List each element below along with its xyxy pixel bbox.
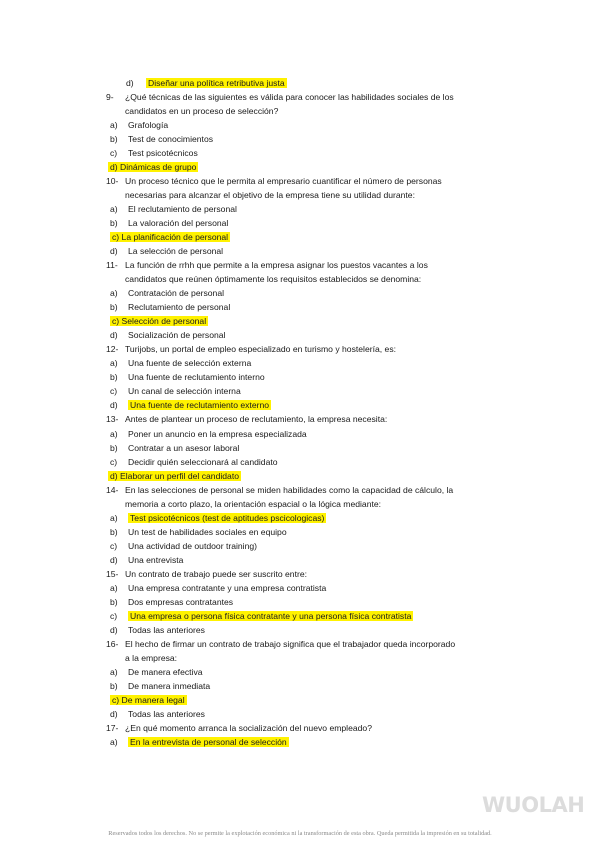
answer-line (108, 471, 241, 482)
answer-line (110, 513, 326, 524)
item-prefix: a) (110, 428, 118, 439)
answer-line (110, 541, 257, 552)
question-line (106, 569, 307, 580)
answer-line (110, 148, 198, 159)
item-prefix: 11- (106, 260, 118, 271)
highlighted-answer: Diseñar una política retributiva justa (148, 78, 285, 88)
item-prefix: d) (110, 708, 118, 719)
item-text: Socialización de personal (128, 330, 226, 341)
item-text: El reclutamiento de personal (128, 204, 237, 215)
item-prefix: d) (110, 400, 118, 411)
item-prefix: 10- (106, 176, 119, 187)
item-prefix: d) (110, 624, 118, 635)
question-line (106, 344, 396, 355)
answer-line (108, 162, 198, 173)
item-text: La función de rrhh que permite a la empresa asignar los puestos vacantes a los (125, 260, 428, 271)
highlighted-answer: Una empresa o persona física contratante y una persona física contratista (130, 610, 412, 621)
answer-line (110, 232, 230, 243)
item-text: Una entrevista (128, 554, 184, 565)
highlighted-answer: Test psicotécnicos (test de aptitudes pscicologicas) (130, 512, 325, 523)
answer-line (125, 106, 278, 117)
answer-line (110, 709, 205, 720)
answer-line (126, 78, 287, 89)
item-prefix: b) (110, 134, 118, 145)
item-text: De manera efectiva (128, 666, 203, 677)
answer-line (110, 527, 287, 538)
answer-line (110, 429, 307, 440)
item-prefix: a) (110, 358, 118, 369)
answer-line (110, 134, 213, 145)
answer-line (110, 372, 265, 383)
item-prefix: 13- (106, 414, 119, 425)
item-prefix: d) (110, 330, 118, 341)
question-line (106, 176, 442, 187)
answer-line (110, 695, 187, 706)
item-prefix: d) (110, 246, 118, 257)
item-text: Poner un anuncio en la empresa especializada (128, 428, 307, 439)
item-text: Antes de plantear un proceso de reclutamiento, la empresa necesita: (125, 414, 388, 425)
item-text: candidatos en un proceso de selección? (125, 106, 279, 117)
item-prefix: b) (110, 442, 118, 453)
item-text: Un proceso técnico que le permita al empresario cuantificar el número de personas (125, 176, 442, 187)
highlighted-answer: d) Dinámicas de grupo (110, 162, 197, 173)
answer-line (110, 681, 210, 692)
item-prefix: 12- (106, 344, 119, 355)
item-text: Una empresa contratante y una empresa contratista (128, 582, 327, 593)
item-prefix: c) (110, 610, 118, 621)
answer-line (110, 288, 224, 299)
highlighted-answer: d) Elaborar un perfil del candidato (110, 470, 239, 481)
answer-line (110, 597, 233, 608)
item-prefix: a) (110, 736, 118, 747)
question-line (106, 260, 428, 271)
item-text: De manera inmediata (128, 680, 211, 691)
answer-line (110, 358, 251, 369)
item-text: Contratación de personal (128, 288, 225, 299)
item-text: Contratar a un asesor laboral (128, 442, 240, 453)
answer-line (125, 653, 177, 664)
answer-line (110, 737, 289, 748)
answer-line (110, 316, 208, 327)
item-text: necesarias para alcanzar el objetivo de la empresa tiene su utilidad durante: (125, 190, 415, 201)
item-text: Test de conocimientos (128, 134, 214, 145)
item-prefix: c) (110, 540, 118, 551)
item-prefix: a) (110, 120, 118, 131)
item-text: Una actividad de outdoor training) (128, 540, 257, 551)
item-prefix: 14- (106, 484, 119, 495)
item-prefix: a) (110, 666, 118, 677)
item-prefix: b) (110, 526, 118, 537)
highlighted-answer: Una fuente de reclutamiento externo (130, 400, 270, 411)
answer-line (110, 555, 183, 566)
item-prefix: b) (110, 302, 118, 313)
answer-line (125, 499, 381, 510)
item-prefix: 17- (106, 722, 119, 733)
item-prefix: a) (110, 288, 118, 299)
highlighted-answer: En la entrevista de personal de selección (130, 736, 287, 747)
item-text: candidatos que reúnen óptimamente los requisitos establecidos se denomina: (125, 274, 422, 285)
answer-line (110, 302, 230, 313)
question-line (106, 723, 372, 734)
answer-line (110, 330, 225, 341)
answer-line (110, 583, 326, 594)
item-prefix: c) (110, 148, 118, 159)
answer-line (125, 190, 415, 201)
item-text: En las selecciones de personal se miden habilidades como la capacidad de cálculo, la (125, 484, 454, 495)
item-text: Decidir quién seleccionará al candidato (128, 456, 278, 467)
answer-line (110, 667, 203, 678)
item-text: ¿En qué momento arranca la socialización del nuevo empleado? (125, 722, 372, 733)
item-prefix: c) (110, 386, 118, 397)
item-text: Todas las anteriores (128, 708, 205, 719)
item-text: La valoración del personal (128, 218, 229, 229)
item-prefix: 15- (106, 568, 119, 579)
item-text: memoria a corto plazo, la orientación espacial o la lógica mediante: (125, 498, 382, 509)
question-line (106, 485, 453, 496)
answer-line (125, 274, 421, 285)
answer-line (110, 120, 168, 131)
item-prefix: c) (110, 456, 118, 467)
highlighted-answer: c) De manera legal (112, 694, 185, 705)
item-text: La selección de personal (128, 246, 224, 257)
item-prefix: a) (110, 204, 118, 215)
answer-line (110, 457, 278, 468)
item-text: El hecho de firmar un contrato de trabajo significa que el trabajador queda incorporado (125, 638, 456, 649)
item-text: Un test de habilidades sociales en equipo (128, 526, 287, 537)
answer-line (110, 246, 223, 257)
item-prefix: d) (110, 554, 118, 565)
item-text: Una fuente de selección externa (128, 358, 252, 369)
wuolah-logo: WUOLAH (482, 793, 585, 817)
item-prefix: b) (110, 596, 118, 607)
footer-notice: Reservados todos los derechos. No se permite la explotación económica ni la transformación de esta obra. Queda permitida la impresión en su totalidad. (108, 830, 492, 837)
item-text: Una fuente de reclutamiento interno (128, 372, 265, 383)
highlighted-answer: c) La planificación de personal (112, 232, 229, 243)
answer-line (110, 400, 271, 411)
answer-line (110, 443, 239, 454)
item-prefix: b) (110, 218, 118, 229)
question-line (106, 92, 454, 103)
item-prefix: b) (110, 372, 118, 383)
question-line (106, 639, 455, 650)
item-text: Reclutamiento de personal (128, 302, 231, 313)
item-text: Todas las anteriores (128, 624, 205, 635)
answer-line (110, 204, 237, 215)
item-text: a la empresa: (125, 652, 178, 663)
item-text: Grafología (128, 120, 169, 131)
answer-line (110, 218, 228, 229)
item-prefix: d) (126, 78, 134, 88)
item-text: Turijobs, un portal de empleo especializado en turismo y hostelería, es: (125, 344, 397, 355)
answer-line (110, 611, 413, 622)
item-prefix: 9- (106, 92, 114, 103)
item-prefix: a) (110, 512, 118, 523)
item-text: Un canal de selección interna (128, 386, 241, 397)
item-text: Test psicotécnicos (128, 148, 198, 159)
item-text: Dos empresas contratantes (128, 596, 234, 607)
item-prefix: b) (110, 680, 118, 691)
question-line (106, 414, 387, 425)
item-prefix: 16- (106, 638, 119, 649)
item-prefix: a) (110, 582, 118, 593)
item-text: Un contrato de trabajo puede ser suscrito entre: (125, 568, 308, 579)
highlighted-answer: c) Selección de personal (112, 316, 207, 327)
answer-line (110, 386, 241, 397)
answer-line (110, 625, 205, 636)
item-text: ¿Qué técnicas de las siguientes es válida para conocer las habilidades sociales de los (125, 92, 454, 103)
